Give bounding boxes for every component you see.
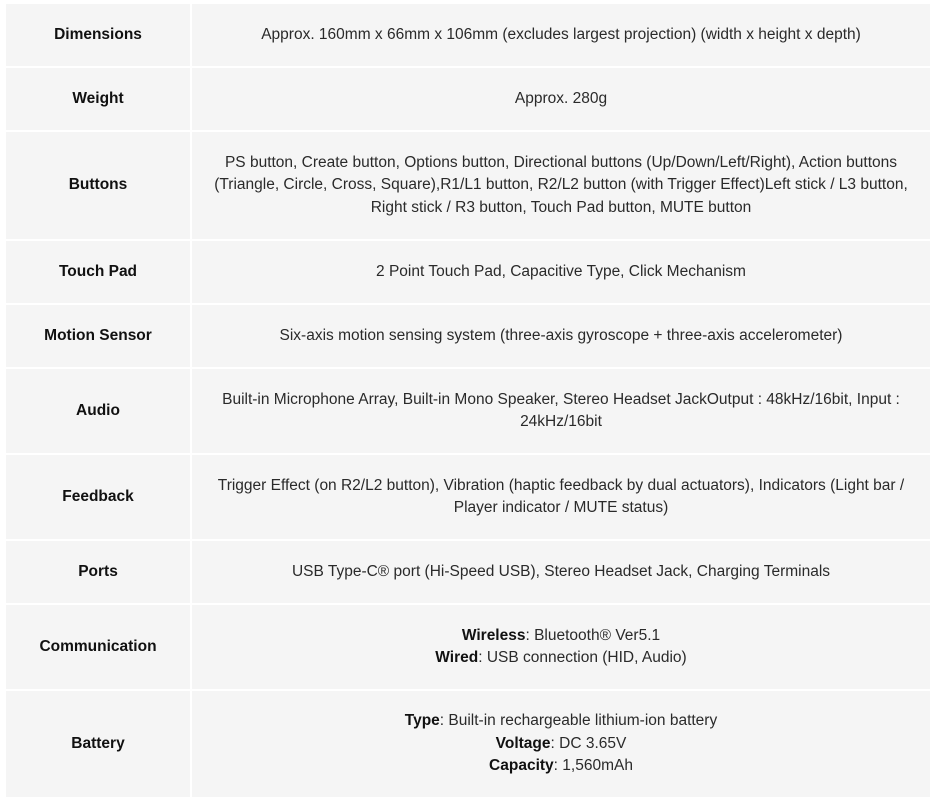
- kv-line: [198, 710, 924, 733]
- row-value: Trigger Effect (on R2/L2 button), Vibration (haptic feedback by dual actuators), Indicators (Light bar / Player indicator / MUTE status): [192, 455, 930, 539]
- spec-row-feedback: [6, 455, 930, 539]
- spec-row-buttons: [6, 132, 930, 239]
- row-value: Six-axis motion sensing system (three-axis gyroscope + three-axis accelerometer): [192, 305, 930, 367]
- kv-text: : DC 3.65V: [550, 734, 627, 752]
- row-value: [192, 691, 930, 797]
- kv-line: [198, 647, 924, 670]
- kv-text: : USB connection (HID, Audio): [478, 649, 687, 666]
- kv-text: : 1,560mAh: [553, 757, 633, 775]
- row-value: [192, 605, 930, 689]
- row-label: Buttons: [6, 132, 190, 239]
- row-label: Battery: [6, 691, 190, 797]
- kv-key: Wired: [435, 649, 479, 666]
- kv-key: Type: [404, 712, 440, 730]
- row-value: USB Type-C® port (Hi-Speed USB), Stereo Headset Jack, Charging Terminals: [192, 541, 930, 603]
- kv-text: : Bluetooth® Ver5.1: [525, 626, 661, 644]
- spec-row-dimensions: [6, 4, 930, 66]
- row-label: Communication: [6, 605, 190, 689]
- spec-row-communication: [6, 605, 930, 689]
- kv-key: Wireless: [461, 626, 526, 644]
- kv-key: Capacity: [489, 757, 554, 775]
- row-value: 2 Point Touch Pad, Capacitive Type, Click Mechanism: [192, 241, 930, 303]
- spec-table: [4, 2, 932, 799]
- row-label: Audio: [6, 369, 190, 453]
- row-label: Feedback: [6, 455, 190, 539]
- row-label: Dimensions: [6, 4, 190, 66]
- row-label: Touch Pad: [6, 241, 190, 303]
- kv-text: : Built-in rechargeable lithium-ion battery: [439, 712, 718, 730]
- kv-key: Voltage: [495, 734, 551, 752]
- kv-line: [198, 755, 924, 778]
- spec-row-ports: [6, 541, 930, 603]
- spec-row-touch-pad: [6, 241, 930, 303]
- kv-line: [198, 733, 924, 756]
- row-value: Built-in Microphone Array, Built-in Mono Speaker, Stereo Headset JackOutput : 48kHz/16bit, Input : 24kHz/16bit: [192, 369, 930, 453]
- spec-row-battery: [6, 691, 930, 797]
- row-value: Approx. 280g: [192, 68, 930, 130]
- spec-row-weight: [6, 68, 930, 130]
- row-label: Ports: [6, 541, 190, 603]
- row-label: Motion Sensor: [6, 305, 190, 367]
- row-label: Weight: [6, 68, 190, 130]
- spec-row-audio: [6, 369, 930, 453]
- row-value: PS button, Create button, Options button, Directional buttons (Up/Down/Left/Right), Action buttons (Triangle, Circle, Cross, Square),R1/L1 button, R2/L2 button (with Trigger Effect)Left stick / L3 button, Right stick / R3 button, Touch Pad button, MUTE button: [192, 132, 930, 239]
- row-value: Approx. 160mm x 66mm x 106mm (excludes largest projection) (width x height x depth): [192, 4, 930, 66]
- kv-line: [198, 625, 924, 648]
- spec-row-motion-sensor: [6, 305, 930, 367]
